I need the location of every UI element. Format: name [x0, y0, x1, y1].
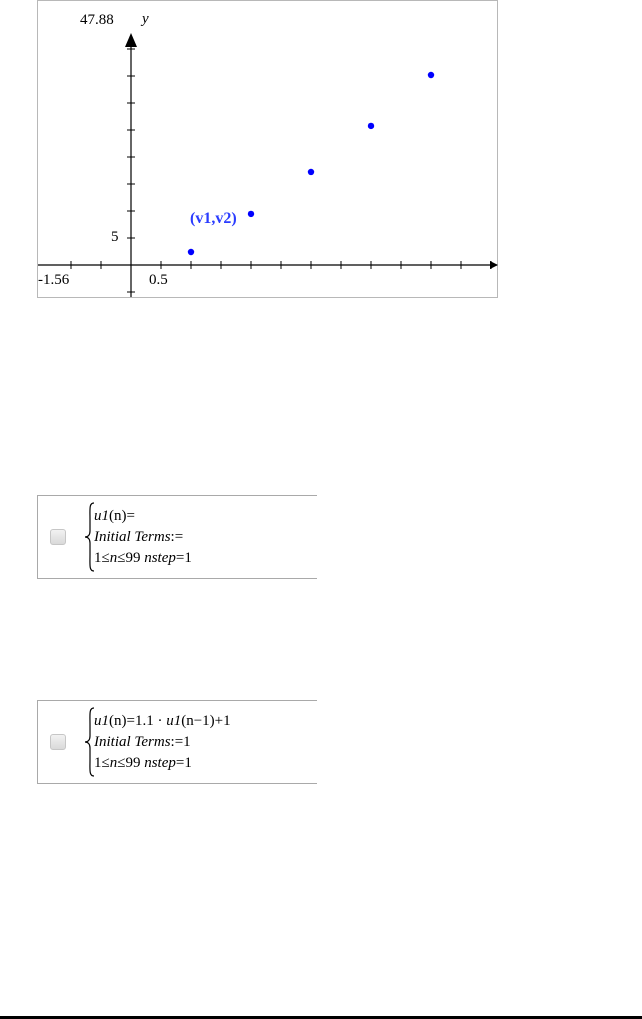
- sequence-definition[interactable]: [94, 711, 231, 731]
- initial-terms-label: Initial Terms: [94, 529, 171, 545]
- x-min-label: -1.56: [38, 272, 70, 288]
- func-name: u1: [94, 508, 109, 524]
- y-axis-arrow: [125, 33, 137, 47]
- initial-terms-line[interactable]: [94, 732, 191, 752]
- data-point: [428, 72, 434, 78]
- data-point: [308, 169, 314, 175]
- nstep-label: nstep: [144, 550, 176, 566]
- initial-terms-line[interactable]: [94, 527, 183, 547]
- initial-terms-value: :=1: [170, 734, 191, 750]
- sequence-entry-filled[interactable]: [37, 700, 317, 784]
- nstep-label: nstep: [144, 755, 176, 771]
- y-axis-name: y: [142, 11, 149, 27]
- func-ref: u1: [166, 713, 182, 729]
- initial-terms-label: Initial Terms: [94, 734, 171, 750]
- sequence-entry-empty[interactable]: [37, 495, 317, 579]
- sequence-checkbox[interactable]: [50, 734, 66, 750]
- y-tick-label: 5: [111, 229, 119, 245]
- data-point: [188, 249, 194, 255]
- nstep-value: =1: [175, 550, 192, 566]
- graph-panel[interactable]: [37, 0, 498, 298]
- sequence-definition[interactable]: [94, 506, 135, 526]
- y-max-label: 47.88: [80, 12, 114, 28]
- initial-terms-value: :=: [170, 529, 184, 545]
- func-ref-args: (n−1)+1: [181, 713, 231, 729]
- data-points: [188, 72, 434, 255]
- nstep-value: =1: [175, 755, 192, 771]
- range-end: ≤99: [117, 550, 145, 566]
- range-start: 1≤: [94, 755, 110, 771]
- range-end: ≤99: [117, 755, 145, 771]
- range-line[interactable]: [94, 753, 192, 773]
- data-point: [248, 211, 254, 217]
- func-args: (n)=1.1 ·: [109, 713, 167, 729]
- point-label: (v1,v2): [190, 210, 237, 227]
- func-args: (n)=: [109, 508, 135, 524]
- data-point: [368, 123, 374, 129]
- graph-canvas[interactable]: [1, 1, 501, 301]
- range-line[interactable]: [94, 548, 192, 568]
- range-start: 1≤: [94, 550, 110, 566]
- x-tick-label: 0.5: [149, 272, 168, 288]
- range-var: n: [109, 755, 118, 771]
- range-var: n: [109, 550, 118, 566]
- func-name: u1: [94, 713, 109, 729]
- sequence-checkbox[interactable]: [50, 529, 66, 545]
